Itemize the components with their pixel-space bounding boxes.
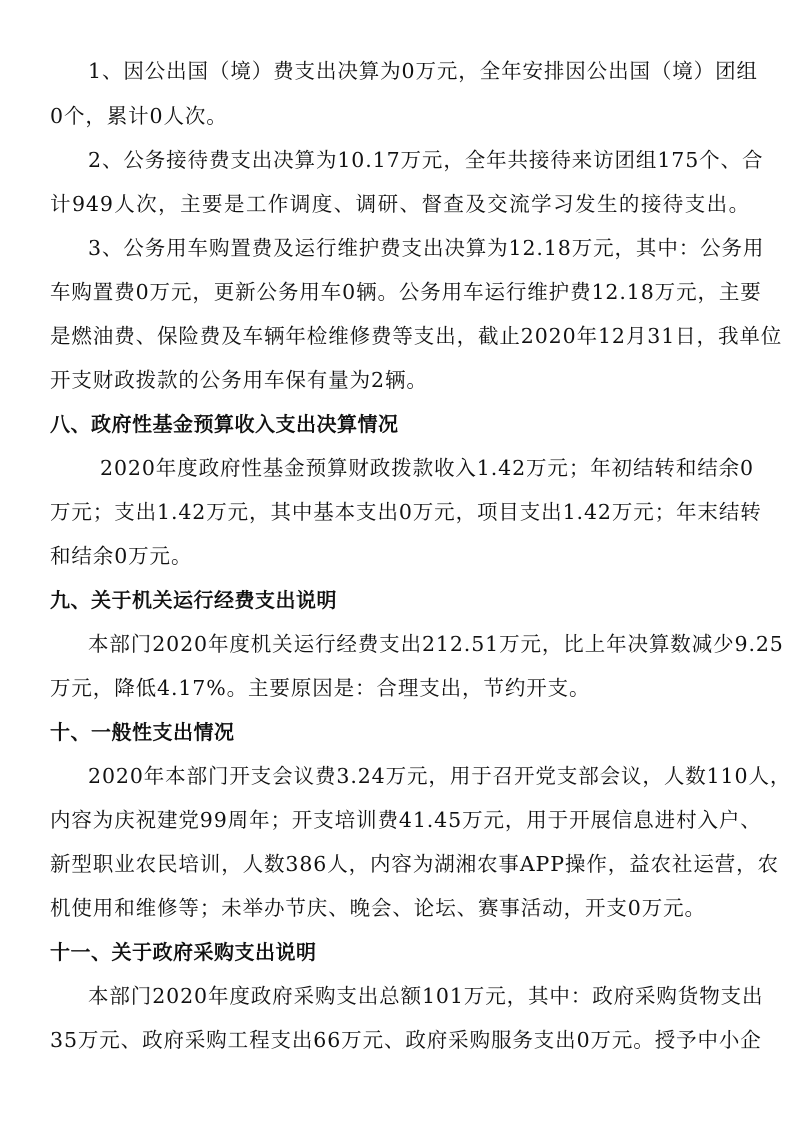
paragraph-line: 2020年度政府性基金预算财政拨款收入1.42万元；年初结转和结余0 xyxy=(100,456,754,480)
paragraph-line: 3、公务用车购置费及运行维护费支出决算为12.18万元，其中：公务用 xyxy=(88,236,765,260)
paragraph-line: 1、因公出国（境）费支出决算为0万元，全年安排因公出国（境）团组 xyxy=(88,59,758,83)
paragraph-line: 机使用和维修等；未举办节庆、晚会、论坛、赛事活动，开支0万元。 xyxy=(50,896,706,920)
paragraph-line: 新型职业农民培训，人数386人，内容为湖湘农事APP操作，益农社运营，农 xyxy=(50,852,779,876)
paragraph-line: 开支财政拨款的公务用车保有量为2辆。 xyxy=(50,368,428,392)
section-heading: 十、一般性支出情况 xyxy=(50,720,235,744)
paragraph-line: 2020年本部门开支会议费3.24万元，用于召开党支部会议，人数110人， xyxy=(88,764,792,788)
paragraph-line: 本部门2020年度机关运行经费支出212.51万元，比上年决算数减少9.25 xyxy=(88,632,784,656)
paragraph-line: 车购置费0万元，更新公务用车0辆。公务用车运行维护费12.18万元，主要 xyxy=(50,280,762,304)
paragraph-line: 万元；支出1.42万元，其中基本支出0万元，项目支出1.42万元；年末结转 xyxy=(50,500,762,524)
section-heading: 八、政府性基金预算收入支出决算情况 xyxy=(50,412,399,436)
paragraph-line: 0个，累计0人次。 xyxy=(50,104,228,128)
paragraph-line: 内容为庆祝建党99周年；开支培训费41.45万元，用于开展信息进村入户、 xyxy=(50,808,762,832)
section-heading: 九、关于机关运行经费支出说明 xyxy=(50,588,337,612)
paragraph-line: 是燃油费、保险费及车辆年检维修费等支出，截止2020年12月31日，我单位 xyxy=(50,324,783,348)
paragraph-line: 35万元、政府采购工程支出66万元、政府采购服务支出0万元。授予中小企 xyxy=(50,1028,762,1052)
paragraph-line: 万元，降低4.17%。主要原因是：合理支出，节约开支。 xyxy=(50,676,591,700)
paragraph-line: 和结余0万元。 xyxy=(50,544,193,568)
paragraph-line: 计949人次，主要是工作调度、调研、督查及交流学习发生的接待支出。 xyxy=(50,192,750,216)
paragraph-line: 本部门2020年度政府采购支出总额101万元，其中：政府采购货物支出 xyxy=(88,984,764,1008)
section-heading: 十一、关于政府采购支出说明 xyxy=(50,940,317,964)
paragraph-line: 2、公务接待费支出决算为10.17万元，全年共接待来访团组175个、合 xyxy=(88,148,764,172)
